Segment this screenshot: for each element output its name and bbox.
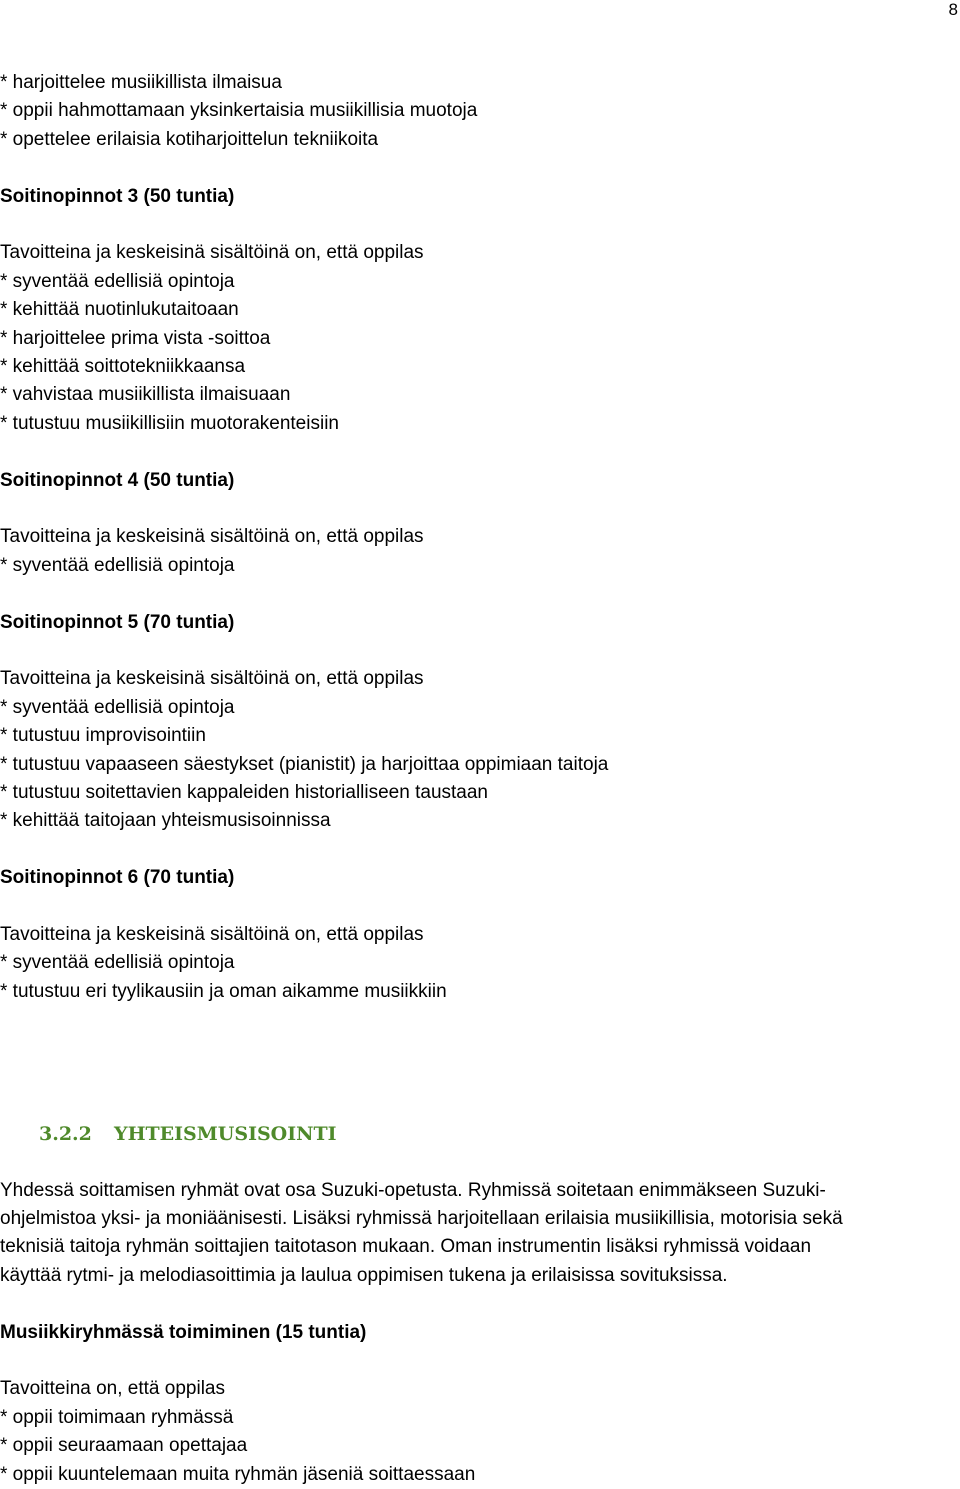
list-item: * syventää edellisiä opintoja bbox=[0, 554, 235, 576]
list-item: * kehittää nuotinlukutaitoaan bbox=[0, 299, 239, 321]
level-intro: Tavoitteina ja keskeisinä sisältöinä on, että oppilas bbox=[0, 668, 424, 690]
list-item: * oppii toimimaan ryhmässä bbox=[0, 1406, 234, 1428]
level-intro: Tavoitteina ja keskeisinä sisältöinä on, että oppilas bbox=[0, 924, 424, 946]
list-item: * syventää edellisiä opintoja bbox=[0, 270, 235, 292]
paragraph-line: Yhdessä soittamisen ryhmät ovat osa Suzuki-opetusta. Ryhmissä soitetaan enimmäkseen Suzuki- bbox=[0, 1179, 826, 1201]
level-intro: Tavoitteina ja keskeisinä sisältöinä on, että oppilas bbox=[0, 526, 424, 548]
list-item: * harjoittelee musiikillista ilmaisua bbox=[0, 72, 282, 93]
list-item: * syventää edellisiä opintoja bbox=[0, 952, 235, 974]
list-item: * harjoittelee prima vista -soittoa bbox=[0, 327, 271, 349]
section-heading bbox=[0, 1120, 955, 1148]
section-title: YHTEISMUSISOINTI bbox=[114, 1122, 337, 1145]
list-item: * vahvistaa musiikillista ilmaisuaan bbox=[0, 384, 291, 406]
list-item: * opettelee erilaisia kotiharjoittelun tekniikoita bbox=[0, 128, 379, 150]
list-item: * kehittää soittotekniikkaansa bbox=[0, 356, 246, 378]
list-item: * tutustuu vapaaseen säestykset (pianistit) ja harjoittaa oppimiaan taitoja bbox=[0, 753, 609, 775]
list-item: * tutustuu eri tyylikausiin ja oman aikamme musiikkiin bbox=[0, 980, 447, 1002]
page-number: 8 bbox=[948, 0, 958, 19]
level-heading: Soitinopinnot 5 (70 tuntia) bbox=[0, 611, 235, 633]
list-item: * oppii seuraamaan opettajaa bbox=[0, 1435, 248, 1457]
list-item: * tutustuu soitettavien kappaleiden historialliseen taustaan bbox=[0, 782, 488, 804]
subsection-intro: Tavoitteina on, että oppilas bbox=[0, 1378, 225, 1400]
paragraph-line: käyttää rytmi- ja melodiasoittimia ja laulua oppimisen tukena ja erilaisissa sovituksissa. bbox=[0, 1264, 728, 1286]
list-item: * kehittää taitojaan yhteismusisoinnissa bbox=[0, 810, 331, 832]
level-heading: Soitinopinnot 3 (50 tuntia) bbox=[0, 185, 235, 207]
level-intro: Tavoitteina ja keskeisinä sisältöinä on, että oppilas bbox=[0, 242, 424, 264]
level-heading: Soitinopinnot 4 (50 tuntia) bbox=[0, 469, 235, 491]
paragraph-line: ohjelmistoa yksi- ja moniäänisesti. Lisäksi ryhmissä harjoitellaan erilaisia musiikillisia, motorisia sekä bbox=[0, 1208, 843, 1230]
list-item: * syventää edellisiä opintoja bbox=[0, 696, 235, 718]
paragraph-line: teknisiä taitoja ryhmän soittajien taitotason mukaan. Oman instrumentin lisäksi ryhmissä voidaan bbox=[0, 1236, 812, 1258]
section-number: 3.2.2 bbox=[39, 1122, 92, 1145]
list-item: * oppii kuuntelemaan muita ryhmän jäseniä soittaessaan bbox=[0, 1463, 476, 1485]
level-heading: Soitinopinnot 6 (70 tuntia) bbox=[0, 867, 235, 889]
document-body bbox=[0, 69, 955, 1489]
subsection-heading: Musiikkiryhmässä toimiminen (15 tuntia) bbox=[0, 1321, 367, 1343]
list-item: * tutustuu improvisointiin bbox=[0, 725, 206, 747]
list-item: * oppii hahmottamaan yksinkertaisia musiikillisia muotoja bbox=[0, 100, 478, 122]
list-item: * tutustuu musiikillisiin muotorakenteisiin bbox=[0, 412, 339, 434]
